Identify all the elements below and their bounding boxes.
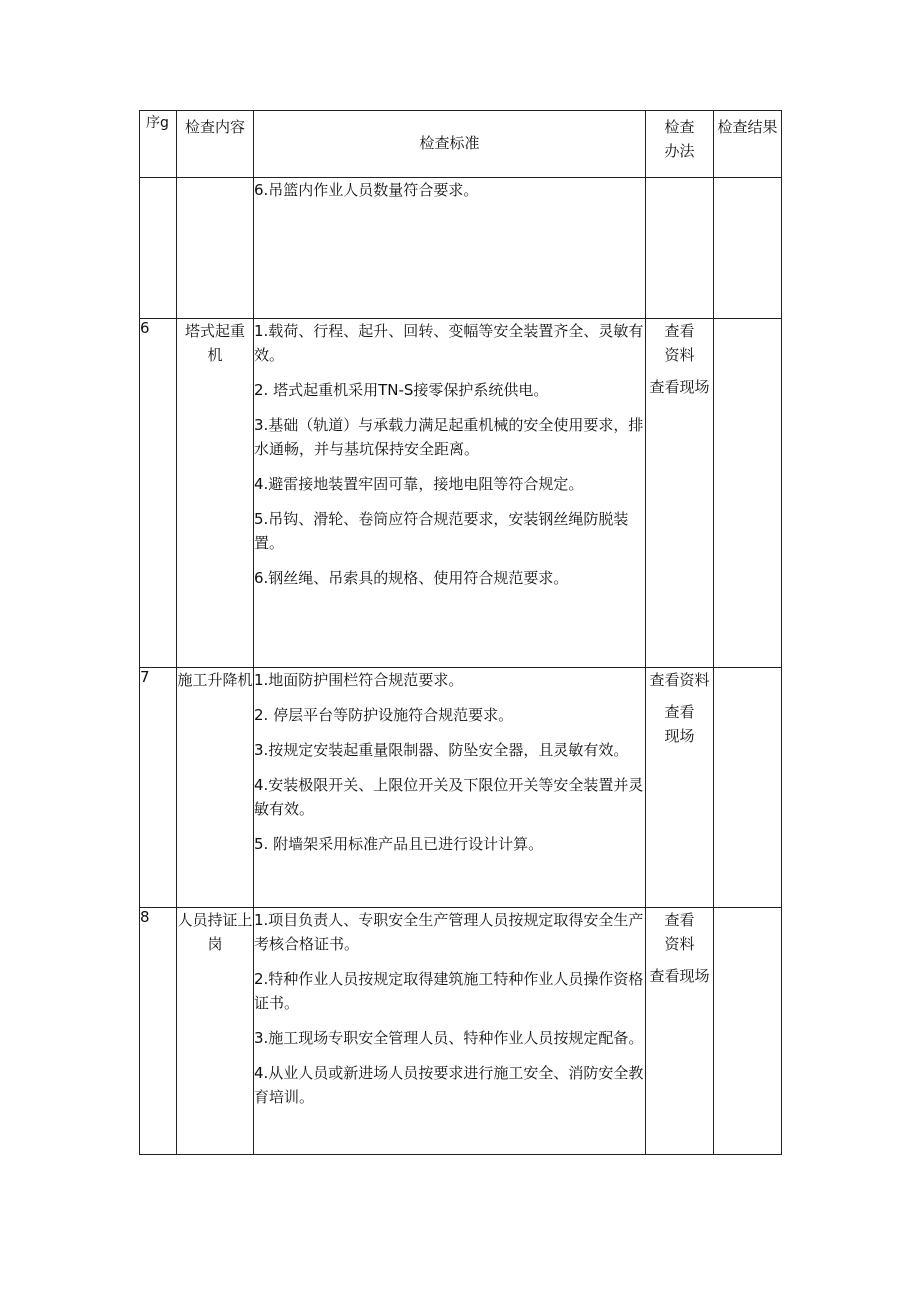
- row-methods: [646, 178, 714, 319]
- standard-line: 1.地面防护围栏符合规范要求。: [254, 671, 464, 689]
- standard-line: 1.载荷、行程、起升、回转、变幅等安全装置齐全、灵敏有效。: [254, 322, 644, 364]
- standard-line: 2. 塔式起重机采用TN-S接零保护系统供电。: [254, 381, 549, 399]
- row-item-label: 塔式起重机: [185, 322, 246, 364]
- standard-line: 2. 停层平台等防护设施符合规范要求。: [254, 706, 514, 724]
- row-methods: [646, 319, 714, 668]
- standard-line: 1.项目负责人、专职安全生产管理人员按规定取得安全生产考核合格证书。: [254, 911, 644, 953]
- standard-line: 6.吊篮内作业人员数量符合要求。: [254, 181, 479, 199]
- method-line: 查看现场: [649, 378, 710, 396]
- row-result: [714, 908, 782, 1155]
- row-number: 7: [140, 668, 177, 908]
- row-standards: [254, 319, 646, 668]
- header-result: 检查结果: [714, 111, 782, 178]
- row-item: [177, 908, 254, 1155]
- standard-line: 3.按规定安装起重量限制器、防坠安全器，且灵敏有效。: [254, 741, 629, 759]
- inspection-table: [139, 110, 782, 1155]
- row-standards: [254, 178, 646, 319]
- header-standard: 检查标准: [254, 111, 646, 178]
- table-row: [140, 908, 782, 1155]
- table-row: [140, 668, 782, 908]
- row-methods: [646, 668, 714, 908]
- row-item-label: 施工升降机: [177, 671, 253, 689]
- row-number: 8: [140, 908, 177, 1155]
- row-item-label: 人员持证上岗: [177, 911, 253, 953]
- row-item: [177, 178, 254, 319]
- header-seq: 序g: [140, 111, 177, 178]
- row-methods: [646, 908, 714, 1155]
- standard-line: 3.基础（轨道）与承载力满足起重机械的安全使用要求，排水通畅，并与基坑保持安全距离。: [254, 416, 644, 458]
- row-item: [177, 668, 254, 908]
- row-standards: [254, 668, 646, 908]
- standard-line: 4.避雷接地装置牢固可靠，接地电阻等符合规定。: [254, 475, 584, 493]
- row-result: [714, 178, 782, 319]
- standard-line: 2.特种作业人员按规定取得建筑施工特种作业人员操作资格证书。: [254, 970, 644, 1012]
- header-method: 检查办法: [646, 111, 714, 178]
- method-line: 查看现场: [649, 967, 710, 985]
- row-item: [177, 319, 254, 668]
- row-number: [140, 178, 177, 319]
- standard-line: 4.安装极限开关、上限位开关及下限位开关等安全装置并灵敏有效。: [254, 776, 644, 818]
- table-row: [140, 178, 782, 319]
- standard-line: 3.施工现场专职安全管理人员、特种作业人员按规定配备。: [254, 1029, 644, 1047]
- method-line: 查看现场: [664, 703, 695, 745]
- method-line: 查看资料: [664, 322, 695, 364]
- row-result: [714, 668, 782, 908]
- standard-line: 5.吊钩、滑轮、卷筒应符合规范要求，安装钢丝绳防脱装置。: [254, 510, 629, 552]
- standard-line: 4.从业人员或新进场人员按要求进行施工安全、消防安全教育培训。: [254, 1064, 644, 1106]
- row-number: 6: [140, 319, 177, 668]
- method-line: 查看资料: [649, 671, 710, 689]
- standard-line: 5. 附墙架采用标准产品且已进行设计计算。: [254, 835, 544, 853]
- standard-line: 6.钢丝绳、吊索具的规格、使用符合规范要求。: [254, 569, 569, 587]
- method-line: 查看资料: [664, 911, 695, 953]
- table-row: [140, 319, 782, 668]
- row-result: [714, 319, 782, 668]
- table-header-row: [140, 111, 782, 178]
- header-content: 检查内容: [177, 111, 254, 178]
- row-standards: [254, 908, 646, 1155]
